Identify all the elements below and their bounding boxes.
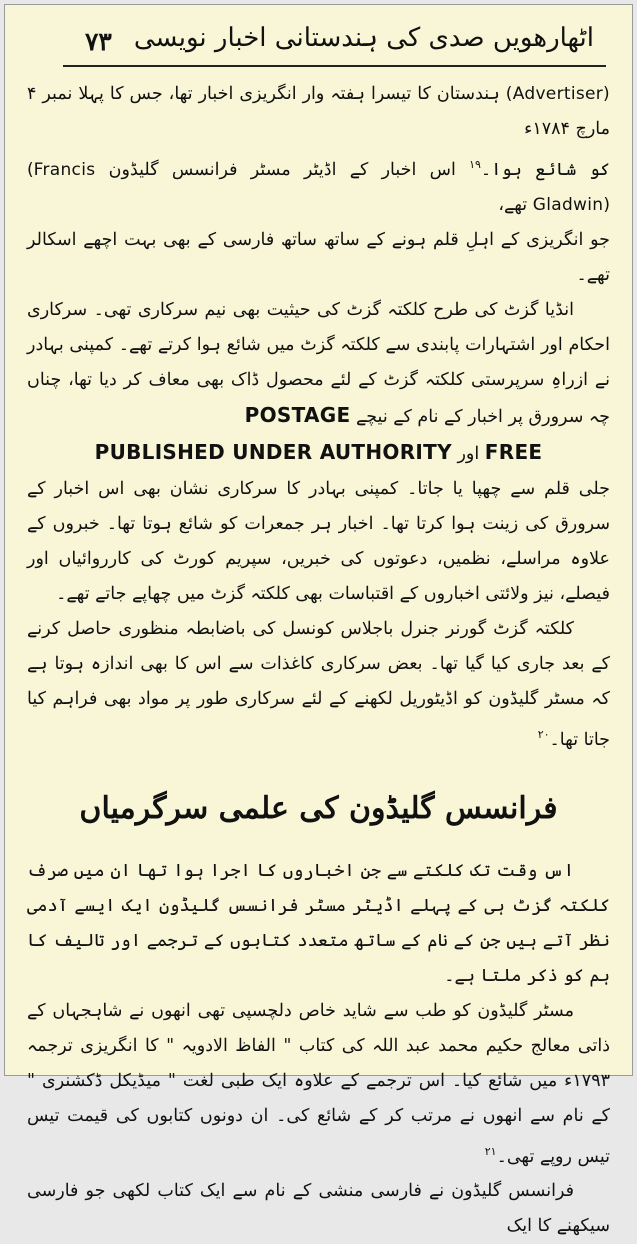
running-title: اٹھارھویں صدی کی ہندستانی اخبار نویسی <box>133 23 594 53</box>
page-number: ۷۳ <box>85 27 112 56</box>
text-run: کلکتہ گزٹ گورنر جنرل باجلاس کونسل کی باضابطہ منظوری حاصل کرنے کے بعد جاری کیا گیا تھا۔ بعض سرکاری کاغذات سے اس کا بھی اندازہ ہوتا ہے کہ مسٹر گلیڈون کو اڈیٹوریل لکھنے کے لئے سرکاری طور پر مواد بھی فراہم کیا جاتا تھا۔ <box>27 618 610 750</box>
text-run: جلی قلم سے چھپا یا جاتا۔ کمپنی بہادر کا سرکاری نشان بھی اس اخبار کے سرورق کی زینت ہوا کرتا تھا۔ اخبار ہر جمعرات کو شائع ہوتا تھا۔ خبروں کے علاوہ مراسلے، نظمیں، دعوتوں کی خبریں، سپریم کورٹ کی کارروائیاں اور فیصلے، نیز ولائتی اخباروں کے اقتباسات بھی کلکتہ گزٹ میں چھاپے جاتے تھے۔ <box>27 478 610 604</box>
footnote-marker: ۲۰ <box>537 727 550 741</box>
page-header <box>5 5 634 71</box>
paragraph-4 <box>27 854 610 994</box>
text-run: مسٹر گلیڈون کو طب سے شاید خاص دلچسپی تھی انھوں نے شاہجہاں کے ذاتی معالج حکیم محمد عبد اللہ کی کتاب " الفاظ الادویہ " کا انگریزی ترجمہ ۱۷۹۳ء میں شائع کیا۔ اس ترجمے کے علاوہ ایک طبی لغت " میڈیکل ڈکشنری " کے نام سے انھوں نے مرتب کر کے شائع کی۔ ان دونوں کتابوں کی قیمت تیس تیس روپے تھی۔ <box>27 1000 610 1167</box>
book-page <box>4 4 633 1237</box>
gazette-masthead-line <box>27 435 610 472</box>
footnote-marker: ۲۱ <box>484 1144 497 1158</box>
text-run: ہندستان کا تیسرا ہفتہ وار انگریزی اخبار تھا، جس کا پہلا نمبر ۴ مارچ ۱۷۸۴ء <box>27 84 610 139</box>
paragraph-6 <box>27 1174 610 1244</box>
text-run: تھے، <box>498 194 528 215</box>
text-run: جو انگریزی کے اہلِ قلم ہونے کے ساتھ ساتھ فارسی کے بھی بہت اچھے اسکالر تھے۔ <box>27 229 610 285</box>
text-run: اس اخبار کے اڈیٹر مسٹر فرانسس گلیڈون <box>95 159 470 180</box>
latin-name: (Francis Gladwin) <box>27 159 610 215</box>
footnote-marker: ۱۹ <box>469 158 481 171</box>
paragraph-5 <box>27 994 610 1175</box>
section-heading: فرانسس گلیڈون کی علمی سرگرمیاں <box>79 790 558 826</box>
text-run: اور <box>457 443 480 464</box>
latin-published: PUBLISHED UNDER AUTHORITY <box>94 439 452 464</box>
paragraph-2-continued <box>27 472 610 612</box>
paragraph-1 <box>27 77 610 293</box>
paragraph-3 <box>27 612 610 758</box>
latin-term: (Advertiser) <box>505 84 610 104</box>
text-run: اس وقت تک کلکتے سے جن اخباروں کا اجرا ہوا تھا ان میں صرف کلکتہ گزٹ ہی کے پہلے اڈیٹر مسٹر فرانسس گلیڈون ایک ایسے آدمی نظر آتے ہیں جن کے نام کے ساتھ متعدد کتابوں کے ترجمے اور تالیف کا ہم کو ذکر ملتا ہے۔ <box>27 860 610 986</box>
latin-postage: POSTAGE <box>244 402 351 427</box>
paragraph-2 <box>27 293 610 435</box>
latin-free: FREE <box>484 439 543 464</box>
header-divider <box>63 65 606 67</box>
body-text <box>27 77 610 1244</box>
text-run: انڈیا گزٹ کی طرح کلکتہ گزٹ کی حیثیت بھی نیم سرکاری تھی۔ سرکاری احکام اور اشتہارات پابندی سے کلکتہ گزٹ میں شائع ہوا کرتے تھے۔ کمپنی بہادر نے ازراہِ سرپرستی کلکتہ گزٹ کے لئے محصول ڈاک بھی معاف کر دیا تھا، چناں چہ سرورق پر اخبار کے نام کے نیچے <box>27 299 610 427</box>
text-run: کو شائع ہوا۔ <box>480 159 610 180</box>
text-run: فرانسس گلیڈون نے فارسی منشی کے نام سے ایک کتاب لکھی جو فارسی سیکھنے کا ایک <box>27 1181 610 1237</box>
